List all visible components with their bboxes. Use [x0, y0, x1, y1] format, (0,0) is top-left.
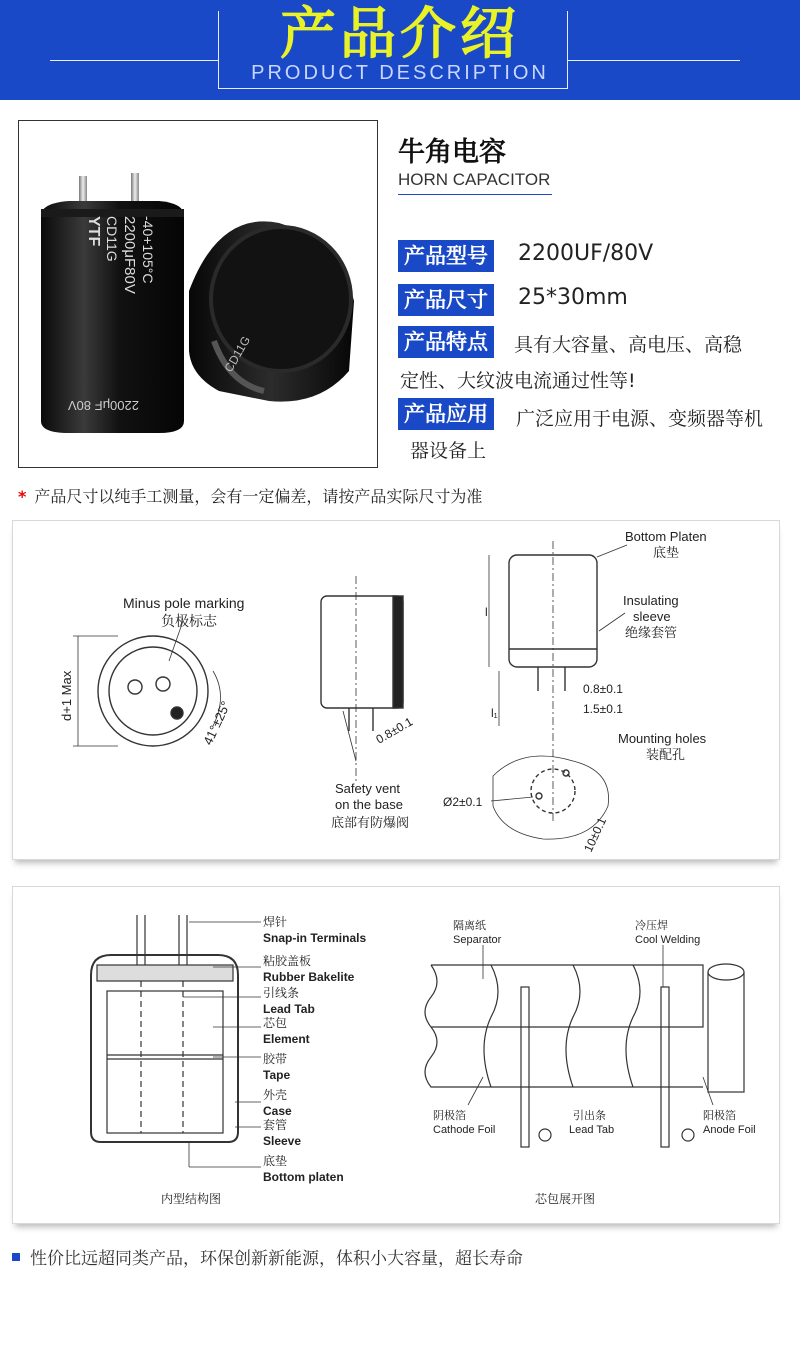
application-text-2: 器设备上 — [410, 440, 487, 462]
top-view-outer — [98, 636, 208, 746]
sleeve-label: Sleeve — [263, 1134, 302, 1148]
pin-length-label: l₁ — [491, 706, 498, 720]
rubber-bakelite — [97, 965, 233, 981]
series-label-2: CD11G — [221, 333, 254, 375]
insulating-label-cn: 绝缘套管 — [625, 625, 678, 640]
temperature-label: -40+105°C — [140, 216, 156, 284]
bottom-platen-label: Bottom Platen — [625, 529, 707, 544]
roll-body — [708, 972, 744, 1092]
pitch-dimension: 10±0.1 — [581, 815, 610, 855]
leader-line — [491, 797, 533, 801]
tape-label: Tape — [263, 1068, 291, 1082]
case-label-cn: 外壳 — [263, 1088, 288, 1102]
terminal-hole — [156, 677, 170, 691]
leader-line — [468, 1077, 483, 1105]
header-banner — [0, 0, 800, 100]
vent-dimension: 0.8±0.1 — [373, 714, 416, 747]
sleeve-label-cn: 套管 — [263, 1118, 288, 1132]
product-name-en: HORN CAPACITOR — [398, 170, 551, 189]
mounting-label: Mounting holes — [618, 731, 707, 746]
model-tag: 产品型号 — [398, 240, 494, 272]
rating-label: 2200μF80V — [121, 216, 138, 294]
model-value: 2200UF/80V — [518, 241, 654, 266]
mounting-label-cn: 装配孔 — [646, 747, 686, 762]
mounting-hole — [536, 793, 542, 799]
platen-label: Bottom platen — [263, 1170, 344, 1184]
bullet-square — [12, 1253, 20, 1261]
minus-pole-label: Minus pole marking — [123, 595, 245, 611]
pin-dimension-2: 1.5±0.1 — [583, 702, 623, 716]
structure-drawing-panel — [12, 886, 780, 1224]
snap-label-cn: 焊针 — [263, 915, 288, 929]
footer-note — [12, 1244, 523, 1269]
leader-line — [599, 613, 625, 631]
anode-label: Anode Foil — [703, 1124, 756, 1136]
product-photo — [18, 120, 378, 468]
page-title: 产品介绍 — [280, 2, 520, 67]
application-text-1: 广泛应用于电源、变频器等机 — [516, 408, 764, 430]
snap-label: Snap-in Terminals — [263, 931, 367, 945]
cathode-label: Cathode Foil — [433, 1124, 496, 1136]
element-label-cn: 芯包 — [263, 1016, 288, 1030]
bottom-platen-label-cn: 底垫 — [653, 545, 680, 560]
size-tag: 产品尺寸 — [398, 284, 494, 316]
side-view-body — [321, 596, 403, 708]
element-unrolled-caption: 芯包展开图 — [535, 1192, 596, 1206]
size-value: 25*30mm — [518, 285, 628, 310]
foil-strip-top — [431, 965, 703, 1027]
separator-label-cn: 隔离纸 — [453, 920, 486, 932]
insulating-label: Insulating — [623, 593, 679, 608]
anode-label-cn: 阳极箔 — [703, 1110, 736, 1122]
angle-label: 41°±25° — [200, 698, 234, 748]
element-block — [107, 991, 223, 1133]
cathode-symbol — [539, 1129, 551, 1141]
rubber-label-cn: 粘胶盖板 — [263, 954, 312, 968]
diameter-label: d+1 Max — [59, 670, 74, 721]
safety-vent-label-2: on the base — [335, 797, 403, 812]
measurement-note — [18, 484, 482, 507]
length-label: l — [485, 605, 488, 619]
cool-welding-label-cn: 冷压焊 — [635, 920, 668, 932]
leadtab-label-cn: 引线条 — [263, 986, 300, 1000]
separator-label: Separator — [453, 934, 502, 946]
product-name: 牛角电容 — [398, 137, 506, 168]
side-view-stripe — [393, 596, 403, 708]
note-star: * — [18, 487, 27, 506]
pin-dimension-1: 0.8±0.1 — [583, 682, 623, 696]
tape-label-cn: 胶带 — [263, 1052, 288, 1066]
anode-symbol — [682, 1129, 694, 1141]
separator-edge — [626, 965, 640, 1087]
minus-pole-label-cn: 负极标志 — [161, 613, 217, 629]
safety-vent-label: Safety vent — [335, 781, 401, 796]
internal-structure-caption: 内型结构图 — [161, 1192, 222, 1206]
top-view-inner — [109, 647, 197, 735]
hole-dimension: Ø2±0.1 — [443, 795, 483, 809]
page-subtitle: PRODUCT DESCRIPTION — [251, 62, 549, 84]
anode-lead-tab — [661, 987, 669, 1147]
cathode-lead-tab — [521, 987, 529, 1147]
cathode-label-cn: 阴极箔 — [433, 1110, 466, 1122]
dimension-drawing-panel — [12, 520, 780, 860]
feature-tag: 产品特点 — [398, 326, 494, 358]
feature-text-2: 定性、大纹波电流通过性等! — [400, 370, 636, 392]
rating-label-bottom: 2200μF 80V — [67, 398, 139, 413]
rubber-label: Rubber Bakelite — [263, 970, 355, 984]
mounting-hole — [563, 770, 569, 776]
roll-top — [708, 964, 744, 980]
separator-edge — [566, 965, 580, 1087]
dimension-drawing — [13, 521, 779, 859]
leadtab-label: Lead Tab — [263, 1002, 315, 1016]
lead-tab-label: Lead Tab — [569, 1124, 615, 1136]
case-outline — [91, 955, 238, 1142]
cool-welding-label: Cool Welding — [635, 934, 701, 946]
capacitor-illustration — [19, 121, 377, 467]
series-label: CD11G — [104, 216, 120, 262]
terminal-hole — [128, 680, 142, 694]
feature-text-1: 具有大容量、高电压、高稳 — [514, 334, 743, 356]
leader-line — [597, 545, 627, 557]
note-text: 产品尺寸以纯手工测量，会有一定偏差，请按产品实际尺寸为准 — [34, 487, 483, 506]
element-label: Element — [263, 1032, 310, 1046]
safety-vent-label-cn: 底部有防爆阀 — [331, 815, 410, 830]
separator-edge — [484, 965, 498, 1087]
name-underline — [398, 194, 552, 195]
foil-edge — [425, 965, 437, 1027]
structure-drawing — [13, 887, 779, 1223]
brand-label: YTF — [85, 216, 102, 247]
lead-tab-label-cn: 引出条 — [573, 1110, 606, 1122]
footer-text: 性价比远超同类产品，环保创新新能源，体积小大容量，超长寿命 — [30, 1249, 523, 1269]
case-label: Case — [263, 1104, 292, 1118]
platen-label-cn: 底垫 — [263, 1154, 288, 1168]
minus-mark — [171, 707, 183, 719]
application-tag: 产品应用 — [398, 398, 494, 430]
insulating-label-2: sleeve — [633, 609, 671, 624]
